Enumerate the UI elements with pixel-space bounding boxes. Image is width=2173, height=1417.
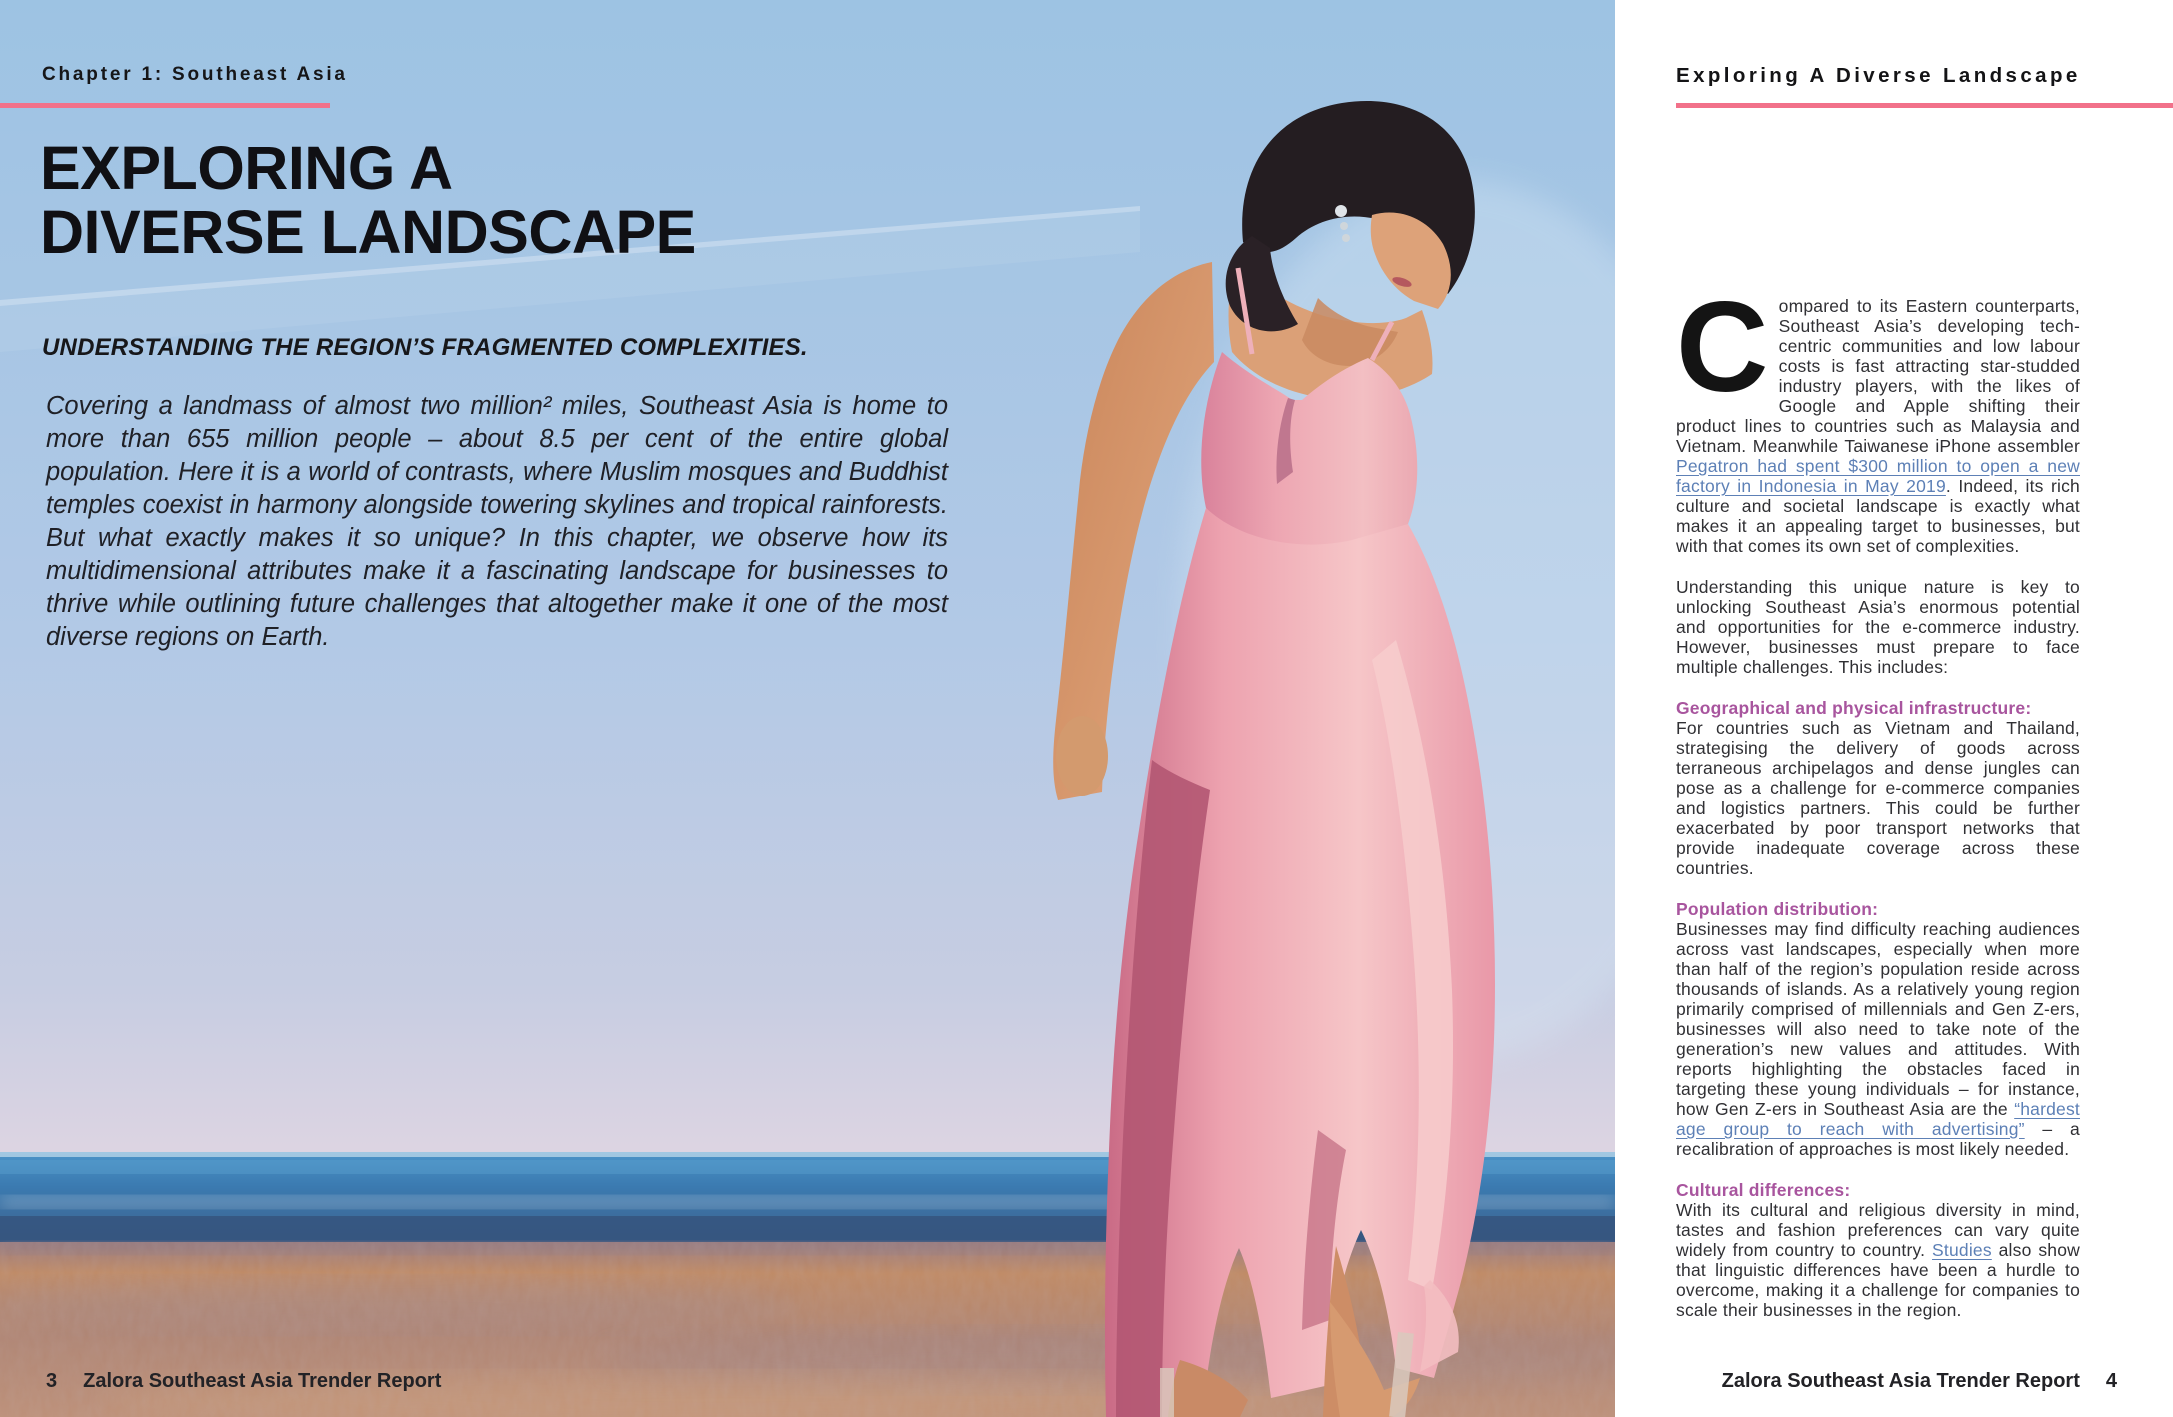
section-heading: Population distribution: bbox=[1676, 899, 1879, 919]
section-geographical bbox=[1676, 698, 2080, 878]
chapter-kicker: Chapter 1: Southeast Asia bbox=[42, 64, 348, 85]
pegatron-factory-link[interactable]: Pegatron had spent $300 million to open a new factory in Indonesia in May 2019 bbox=[1676, 456, 2080, 496]
section-text: With its cultural and religious diversity in mind, tastes and fashion preferences can vary quite widely from country to country. bbox=[1676, 1200, 2080, 1260]
section-body bbox=[1676, 1200, 2080, 1320]
right-report-title: Zalora Southeast Asia Trender Report bbox=[1721, 1370, 2080, 1392]
running-header: Exploring A Diverse Landscape bbox=[1676, 64, 2081, 87]
right-footer bbox=[1722, 1370, 2117, 1393]
page-title-line2: DIVERSE LANDSCAPE bbox=[40, 198, 696, 266]
section-text-after: – a recalibration of approaches is most likely needed. bbox=[1676, 1119, 2080, 1159]
page-title-line1: EXPLORING A bbox=[40, 134, 453, 202]
section-text: Businesses may find difficulty reaching audiences across vast landscapes, especially when more than half of the region’s population reside across thousands of islands. As a relatively young region primarily comprised of millennials and Gen Z-ers, businesses will also need to take note of the generation’s new values and attitudes. With reports highlighting the obstacles faced in targeting these young individuals – for instance, how Gen Z-ers in Southeast Asia are the bbox=[1676, 919, 2080, 1119]
section-heading: Geographical and physical infrastructure: bbox=[1676, 698, 2032, 718]
subtitle: UNDERSTANDING THE REGION’S FRAGMENTED COMPLEXITIES. bbox=[42, 334, 808, 361]
right-page-number: 4 bbox=[2105, 1370, 2117, 1392]
intro-lede-paragraph: Covering a landmass of almost two million² miles, Southeast Asia is home to more than 655 million people – about 8.5 per cent of the entire global population. Here it is a world of contrasts, where Muslim mosques and Buddhist temples coexist in harmony alongside towering skylines and tropical rainforests. But what exactly makes it so unique? In this chapter, we observe how its multidimensional attributes make it a fascinating landscape for businesses to thrive while outlining future challenges that altogether make it one of the most diverse regions on Earth. bbox=[46, 392, 948, 651]
left-footer bbox=[46, 1370, 441, 1393]
left-report-title: Zalora Southeast Asia Trender Report bbox=[83, 1370, 442, 1392]
drop-cap: C bbox=[1676, 276, 1769, 419]
header-underline-rule bbox=[1676, 103, 2173, 108]
page-title bbox=[40, 136, 696, 264]
challenges-paragraph: Understanding this unique nature is key to unlocking Southeast Asia’s enormous potential and opportunities for the e-commerce industry. However, businesses must prepare to face multiple challenges. This includes: bbox=[1676, 577, 2080, 677]
intro-paragraph bbox=[1676, 276, 2080, 556]
left-page-number: 3 bbox=[46, 1370, 58, 1392]
studies-link[interactable]: Studies bbox=[1932, 1240, 1992, 1260]
section-text-after: also show that linguistic differences have been a hurdle to overcome, making it a challenge for companies to scale their businesses in the region. bbox=[1676, 1240, 2080, 1320]
intro-text-after: . Indeed, its rich culture and societal landscape is exactly what makes it an appealing target to businesses, but with that comes its own set of complexities. bbox=[1676, 476, 2080, 556]
section-body: For countries such as Vietnam and Thailand, strategising the delivery of goods across terraneous archipelagos and dense jungles can pose as a challenge for e-commerce companies and logistics partners. This could be further exacerbated by poor transport networks that provide inadequate coverage across these countries. bbox=[1676, 718, 2080, 878]
advertising-study-link[interactable]: “hardest age group to reach with advertising” bbox=[1676, 1099, 2080, 1139]
section-body bbox=[1676, 919, 2080, 1159]
section-cultural bbox=[1676, 1180, 2080, 1320]
kicker-underline-rule bbox=[0, 103, 330, 108]
section-heading: Cultural differences: bbox=[1676, 1180, 1851, 1200]
section-population bbox=[1676, 899, 2080, 1159]
intro-text: ompared to its Eastern counterparts, Southeast Asia’s developing tech-centric communities and low labour costs is fast attracting star-studded industry players, with the likes of Google and Apple shifting their product lines to countries such as Malaysia and Vietnam. Meanwhile Taiwanese iPhone assembler bbox=[1676, 296, 2080, 456]
article-column bbox=[1676, 276, 2080, 1320]
earring bbox=[1335, 205, 1347, 217]
